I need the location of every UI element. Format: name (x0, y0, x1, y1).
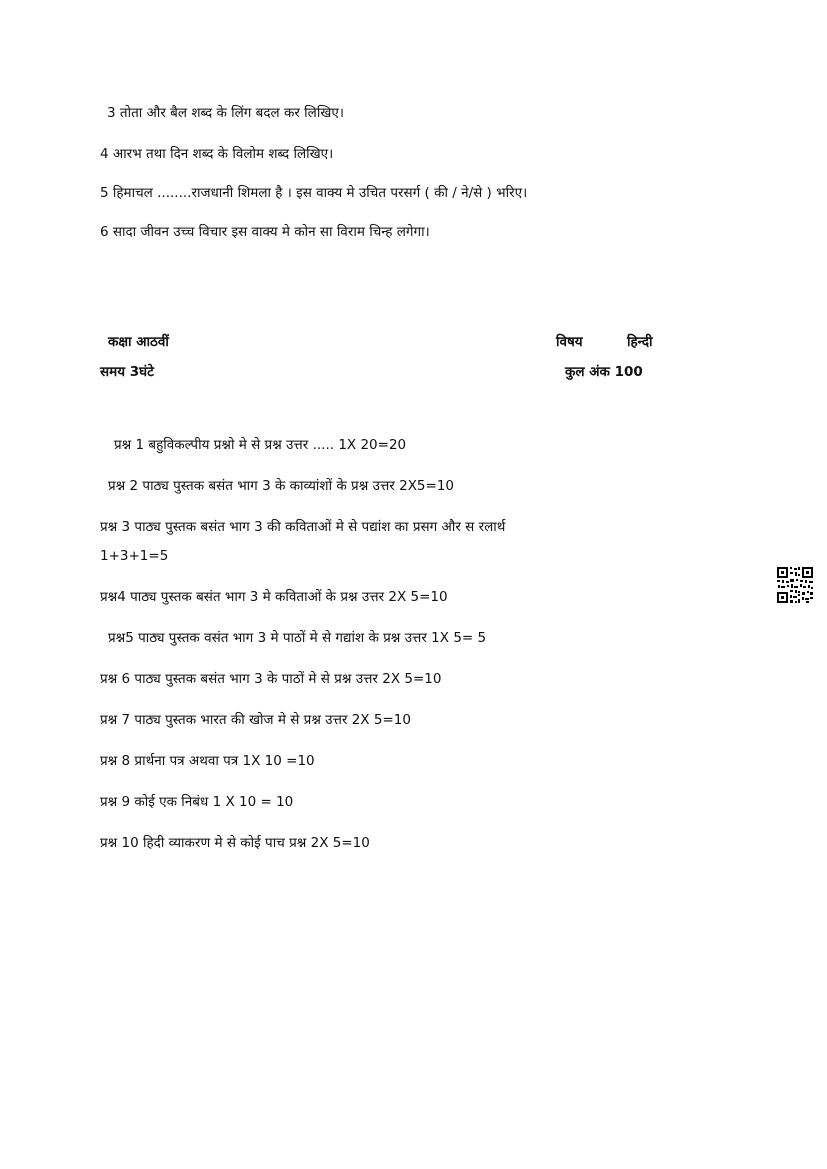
time-label: समय 3घंटे (100, 364, 154, 380)
scheme-line-3-marks: 1+3+1=5 (100, 548, 169, 564)
scheme-line-4: प्रश्न4 पाठ्य पुस्तक बसंत भाग 3 मे कविताओं के प्रश्न उत्तर 2X 5=10 (100, 589, 448, 605)
scheme-line-3: प्रश्न 3 पाठ्य पुस्तक बसंत भाग 3 की कविताओं मे से पद्यांश का प्रसग और स रलार्थ (100, 519, 506, 535)
question-line-6: 6 सादा जीवन उच्च विचार इस वाक्य मे कोन सा विराम चिन्ह लगेगा। (100, 224, 430, 240)
scheme-line-6: प्रश्न 6 पाठ्य पुस्तक बसंत भाग 3 के पाठों मे से प्रश्न उत्तर 2X 5=10 (100, 671, 442, 687)
question-line-4: 4 आरभ तथा दिन शब्द के विलोम शब्द लिखिए। (100, 146, 334, 162)
class-label: कक्षा आठवीं (108, 334, 169, 350)
scheme-line-5: प्रश्न5 पाठ्य पुस्तक वसंत भाग 3 मे पाठों मे से गद्यांश के प्रश्न उत्तर 1X 5= 5 (108, 630, 487, 646)
scheme-line-7: प्रश्न 7 पाठ्य पुस्तक भारत की खोज मे से प्रश्न उत्तर 2X 5=10 (100, 712, 411, 728)
subject-label: विषय (556, 334, 583, 350)
question-line-3: 3 तोता और बैल शब्द के लिंग बदल कर लिखिए। (107, 105, 344, 121)
scheme-line-8: प्रश्न 8 प्रार्थना पत्र अथवा पत्र 1X 10 =10 (100, 753, 315, 769)
scheme-line-2: प्रश्न 2 पाठ्य पुस्तक बसंत भाग 3 के काव्यांशों के प्रश्न उत्तर 2X5=10 (108, 478, 455, 494)
scheme-line-9: प्रश्न 9 कोई एक निबंध 1 X 10 = 10 (100, 794, 294, 810)
subject-value: हिन्दी (627, 334, 653, 350)
total-marks-label: कुल अंक 100 (565, 364, 643, 380)
question-line-5: 5 हिमाचल ........राजधानी शिमला है । इस वाक्य मे उचित परसर्ग ( की / ने/से ) भरिए। (100, 185, 528, 201)
qr-code-icon (776, 566, 814, 604)
scheme-line-1: प्रश्न 1 बहुविकल्पीय प्रश्नो मे से प्रश्न उत्तर ..... 1X 20=20 (114, 437, 407, 453)
scheme-line-10: प्रश्न 10 हिदी व्याकरण मे से कोई पाच प्रश्न 2X 5=10 (100, 835, 370, 851)
